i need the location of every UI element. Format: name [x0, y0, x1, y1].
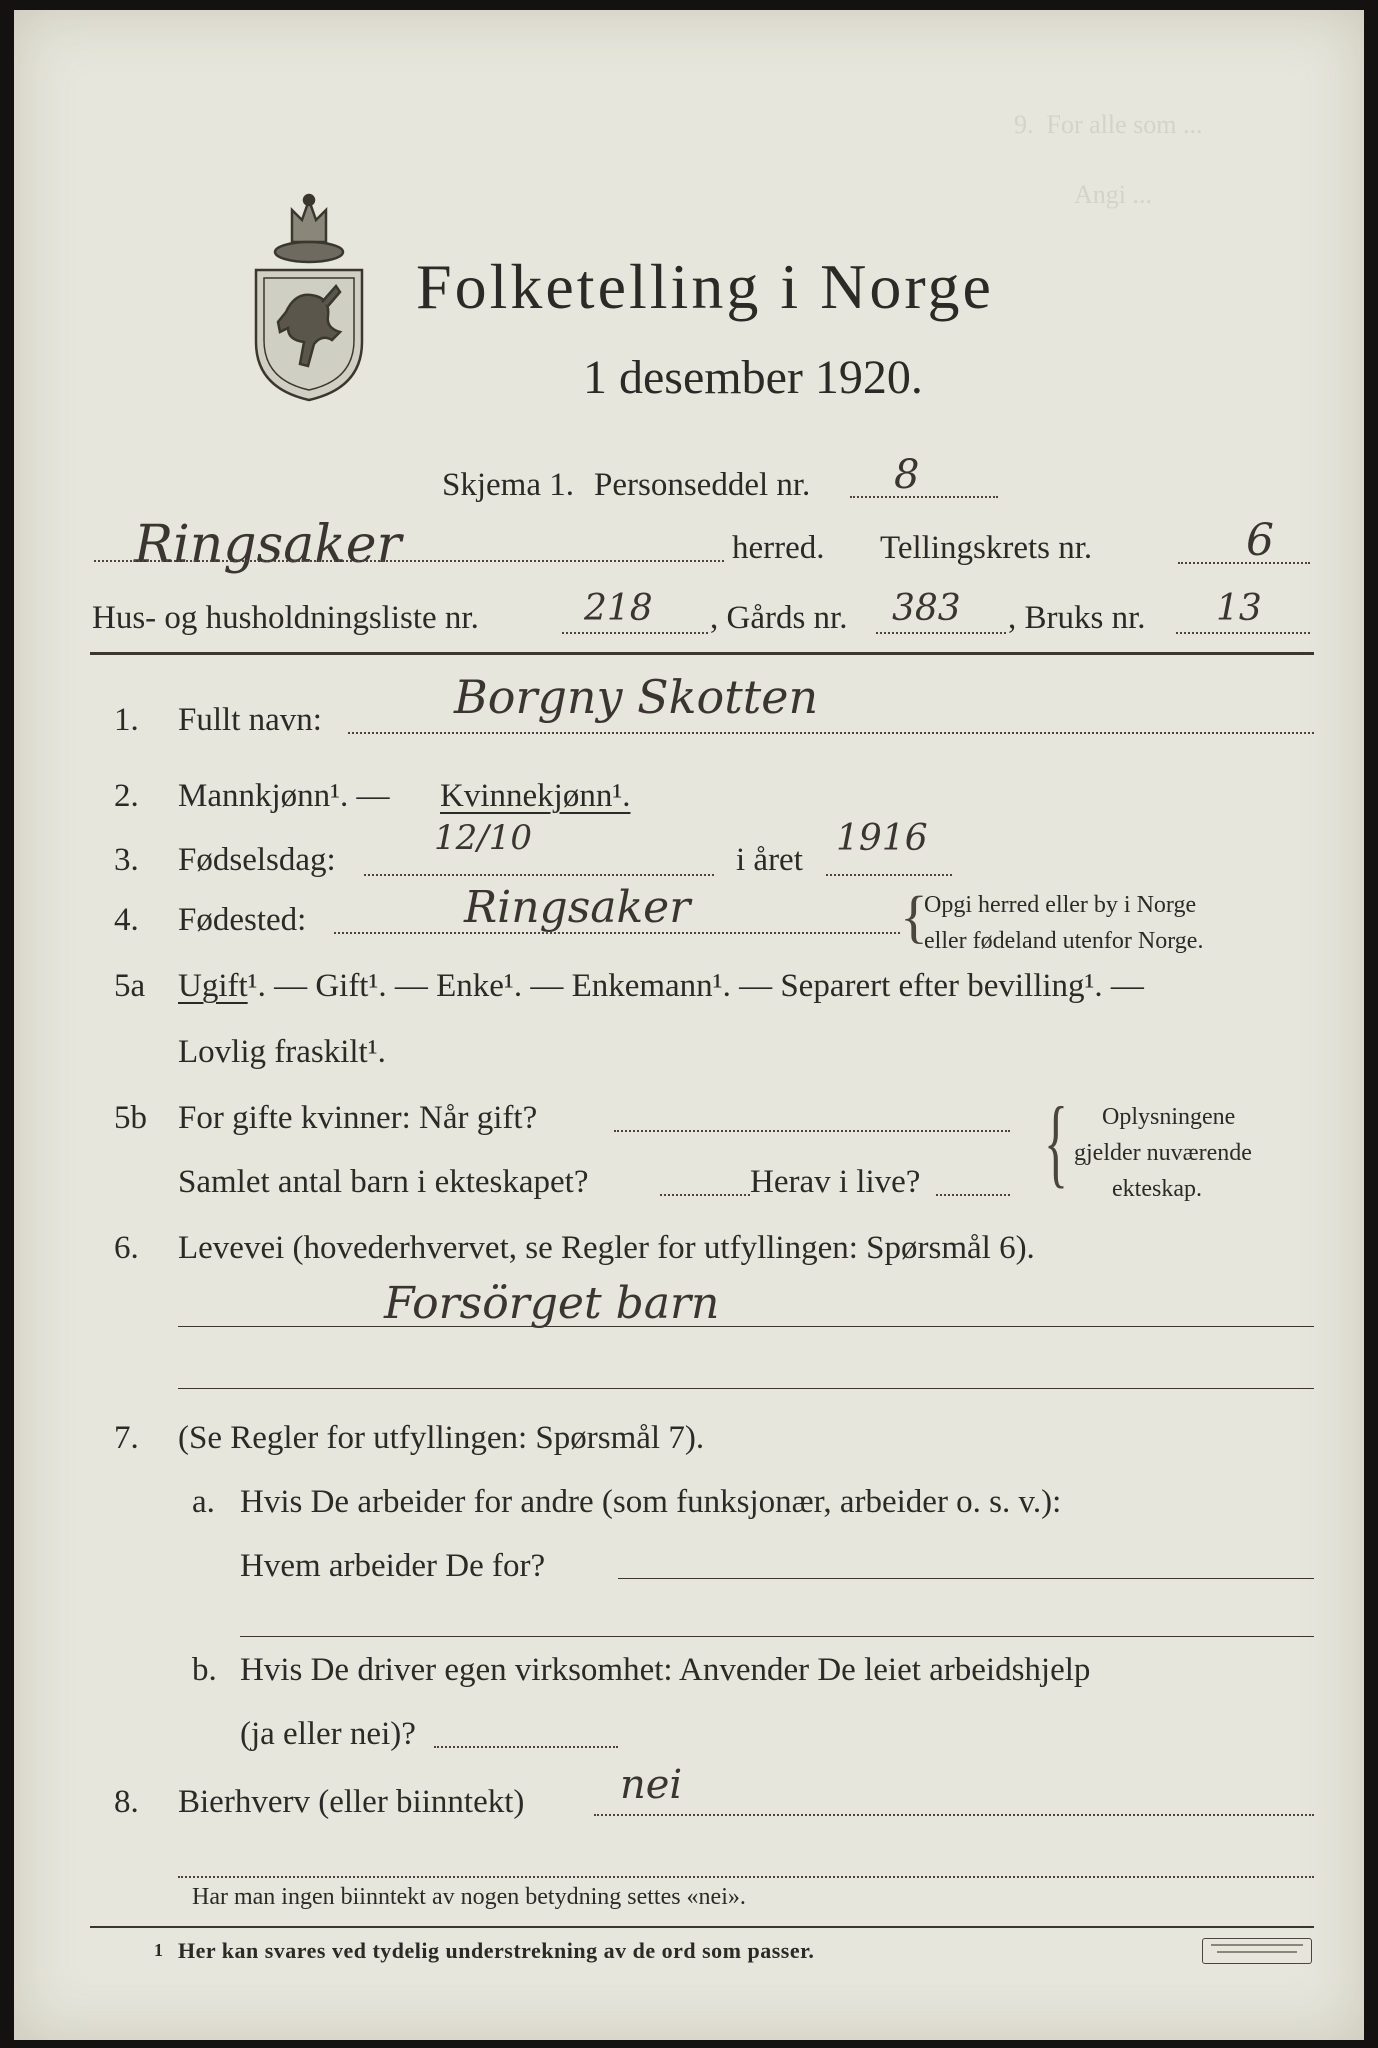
- side-income-line: [594, 1814, 1314, 1816]
- female-option-underlined: Kvinnekjønn¹.: [440, 778, 631, 814]
- full-name-value: Borgny Skotten: [454, 670, 819, 724]
- self-employed-question: Hvis De driver egen virksomhet: Anvender De leiet arbeidshjelp: [240, 1652, 1091, 1688]
- children-total-line: [660, 1194, 750, 1196]
- bleed-through-text: Angi ...: [1074, 180, 1152, 209]
- employer-line-2: [240, 1636, 1314, 1637]
- q7b-letter: b.: [192, 1652, 217, 1688]
- birth-year-line: [826, 874, 952, 876]
- marriage-note-brace: {: [1044, 1086, 1068, 1197]
- census-date: 1 desember 1920.: [583, 351, 923, 404]
- no-income-note: Har man ingen biinntekt av nogen betydning settes «nei».: [192, 1884, 746, 1910]
- bruks-line: [1176, 632, 1310, 634]
- herred-label: herred.: [732, 530, 825, 566]
- farm-value: 383: [892, 588, 961, 629]
- male-option: Mannkjønn¹. —: [178, 778, 390, 814]
- household-value: 218: [584, 588, 653, 629]
- birth-date-label: Fødselsdag:: [178, 842, 336, 878]
- bruks-value: 13: [1216, 588, 1262, 629]
- marriage-note-2: gjelder nuværende: [1074, 1140, 1252, 1166]
- district-line: [1178, 562, 1310, 564]
- birthplace-label: Fødested:: [178, 902, 307, 938]
- footer-divider: [90, 1926, 1314, 1928]
- q1-number: 1.: [114, 702, 139, 738]
- birth-date-line: [364, 874, 714, 876]
- marriage-note-3: ekteskap.: [1112, 1176, 1202, 1202]
- hired-help-line: [434, 1746, 618, 1748]
- municipality-value: Ringsaker: [134, 515, 402, 575]
- children-total-label: Samlet antal barn i ekteskapet?: [178, 1164, 589, 1200]
- side-income-line-2: [178, 1876, 1314, 1878]
- municipality-line: [94, 560, 724, 562]
- coat-of-arms-icon: [244, 192, 374, 402]
- occupation-label: Levevei (hovederhvervet, se Regler for utfyllingen: Spørsmål 6).: [178, 1230, 1035, 1266]
- q7-label: (Se Regler for utfyllingen: Spørsmål 7).: [178, 1420, 705, 1456]
- printer-stamp-icon: [1202, 1938, 1312, 1964]
- employer-question: Hvis De arbeider for andre (som funksjonær, arbeider o. s. v.):: [240, 1484, 1062, 1520]
- household-label: Hus- og husholdningsliste nr.: [92, 600, 479, 636]
- bruks-label: , Bruks nr.: [1008, 600, 1146, 636]
- children-alive-line: [936, 1194, 1010, 1196]
- household-line: [562, 632, 708, 634]
- q4-number: 4.: [114, 902, 139, 938]
- q3-number: 3.: [114, 842, 139, 878]
- bleed-through-text: 9. For alle som ...: [1014, 110, 1203, 139]
- birthplace-note-1: Opgi herred eller by i Norge: [924, 892, 1197, 918]
- schema-label: Skjema 1.: [442, 467, 574, 503]
- footnote-text: Her kan svares ved tydelig understrekning av de ord som passer.: [178, 1938, 815, 1963]
- occupation-line-2: [178, 1388, 1314, 1389]
- marriage-note-1: Oplysningene: [1102, 1104, 1236, 1130]
- person-number-value: 8: [894, 452, 920, 498]
- birthplace-note-2: eller fødeland utenfor Norge.: [924, 928, 1204, 954]
- person-number-label: Personseddel nr.: [594, 467, 811, 503]
- occupation-value: Forsörget barn: [384, 1278, 720, 1329]
- q8-number: 8.: [114, 1784, 139, 1820]
- district-value: 6: [1246, 515, 1274, 566]
- birth-year-value: 1916: [836, 818, 928, 859]
- person-number-line: [850, 496, 998, 498]
- divorced-option: Lovlig fraskilt¹.: [178, 1034, 386, 1070]
- section-divider: [90, 652, 1314, 655]
- birth-year-label: i året: [736, 842, 803, 878]
- side-income-label: Bierhverv (eller biinntekt): [178, 1784, 525, 1820]
- birthplace-value: Ringsaker: [464, 882, 691, 933]
- district-label: Tellingskrets nr.: [880, 530, 1093, 566]
- employer-line-1: [618, 1578, 1314, 1579]
- when-married-line: [614, 1130, 1010, 1132]
- q7a-letter: a.: [192, 1484, 215, 1520]
- q5b-number: 5b: [114, 1100, 147, 1136]
- census-form-page: [14, 10, 1364, 2040]
- full-name-label: Fullt navn:: [178, 702, 322, 738]
- farm-line: [876, 632, 1006, 634]
- full-name-line: [348, 732, 1314, 734]
- hired-help-label: (ja eller nei)?: [240, 1716, 416, 1752]
- children-alive-label: Herav i live?: [750, 1164, 921, 1200]
- employer-label: Hvem arbeider De for?: [240, 1548, 546, 1584]
- unmarried-option-underlined: Ugift: [178, 968, 248, 1004]
- farm-label: , Gårds nr.: [710, 600, 848, 636]
- when-married-label: For gifte kvinner: Når gift?: [178, 1100, 538, 1136]
- q7-number: 7.: [114, 1420, 139, 1456]
- occupation-line-1: [178, 1326, 1314, 1327]
- q5a-number: 5a: [114, 968, 146, 1004]
- marital-status-rest: ¹. — Gift¹. — Enke¹. — Enkemann¹. — Separert efter bevilling¹. —: [247, 968, 1144, 1004]
- form-title: Folketelling i Norge: [416, 251, 994, 322]
- q6-number: 6.: [114, 1230, 139, 1266]
- q2-number: 2.: [114, 778, 139, 814]
- marital-status-options: [178, 968, 1144, 1005]
- side-income-value: nei: [620, 1762, 683, 1808]
- birth-date-value: 12/10: [434, 818, 532, 858]
- footnote-mark: 1: [154, 1940, 163, 1960]
- birthplace-note-brace: {: [900, 884, 928, 949]
